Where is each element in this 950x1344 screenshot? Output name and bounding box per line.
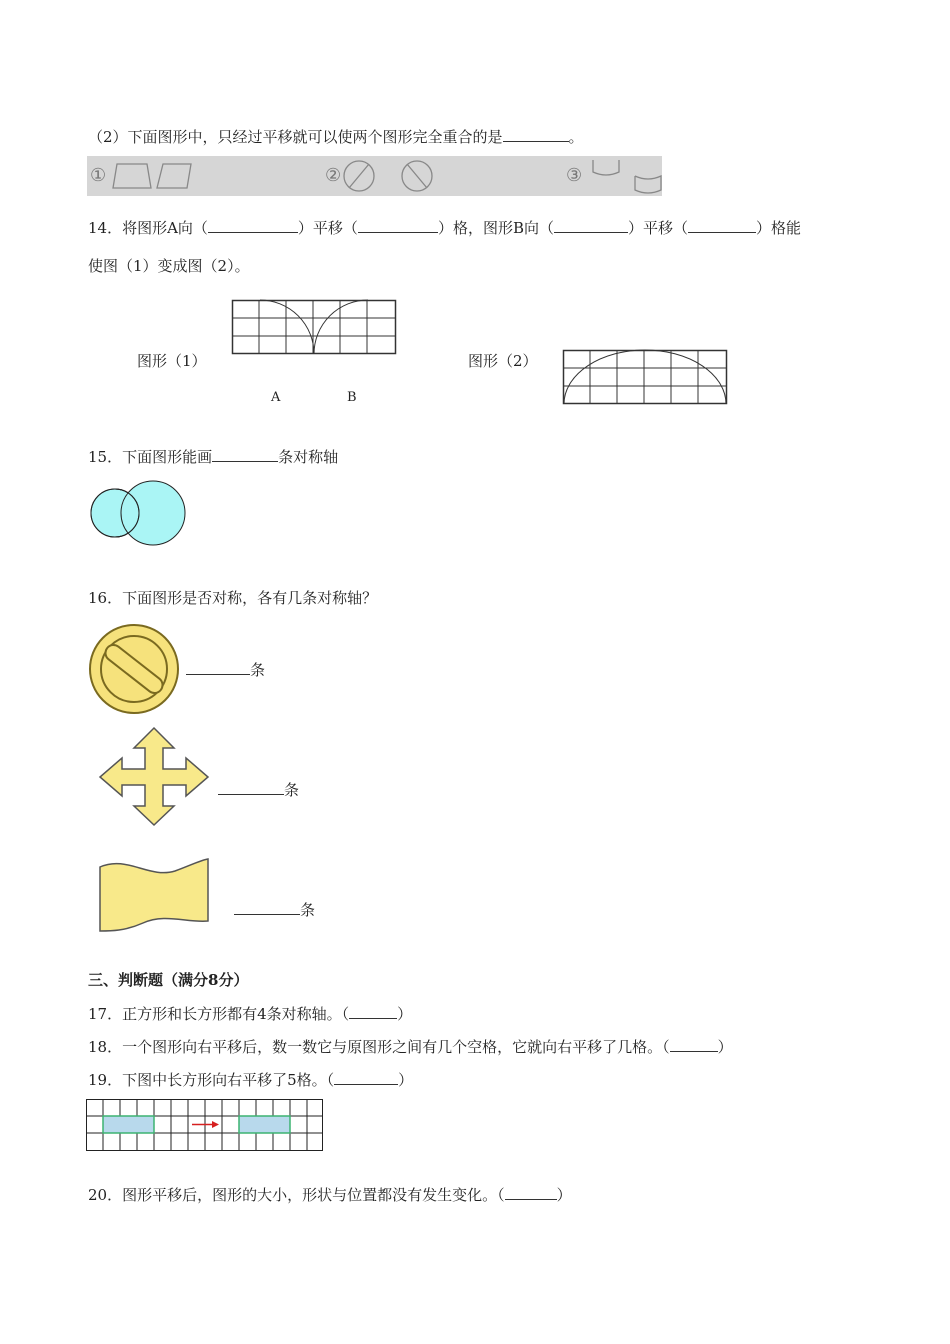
q13-shapes bbox=[87, 156, 662, 196]
cylinder-b bbox=[635, 176, 661, 193]
q13-2-question: （2）下面图形中，只经过平移就可以使两个图形完全重合的是 。 bbox=[88, 128, 584, 146]
answer-blank[interactable] bbox=[358, 218, 438, 233]
no-entry-sign-figure bbox=[88, 623, 180, 715]
answer-blank[interactable] bbox=[186, 660, 250, 675]
arc-b bbox=[314, 300, 368, 354]
answer-blank[interactable] bbox=[554, 218, 628, 233]
answer-blank[interactable] bbox=[334, 1070, 398, 1085]
q16-question: 16．下面图形是否对称，各有几条对称轴？ bbox=[88, 589, 378, 607]
answer-blank[interactable] bbox=[688, 218, 756, 233]
trapezoid-a bbox=[113, 164, 151, 188]
section-3-title: 三、判断题（满分8分） bbox=[88, 971, 249, 989]
answer-blank[interactable] bbox=[212, 447, 278, 462]
answer-blank[interactable] bbox=[670, 1037, 718, 1052]
semicircle-arc bbox=[564, 350, 726, 404]
figure-1-grid bbox=[232, 300, 397, 355]
q19-question: 19．下图中长方形向右平移了5格。（ ） bbox=[88, 1071, 414, 1089]
q16-answer-1: 条 bbox=[186, 660, 265, 680]
answer-blank[interactable] bbox=[349, 1004, 397, 1019]
q18-question: 18．一个图形向右平移后，数一数它与原图形之间有几个空格，它就向右平移了几格。（ ） bbox=[88, 1038, 733, 1056]
answer-blank[interactable] bbox=[208, 218, 298, 233]
moved-rectangle bbox=[239, 1116, 290, 1133]
fig1-label: 图形（1） bbox=[137, 352, 207, 370]
translation-grid-figure bbox=[86, 1099, 326, 1153]
trapezoid-b bbox=[157, 164, 191, 188]
arc-a bbox=[260, 300, 314, 354]
q16-answer-2: 条 bbox=[218, 780, 299, 800]
wavy-flag-figure bbox=[97, 857, 211, 933]
label-b: B bbox=[347, 390, 357, 405]
answer-blank[interactable] bbox=[218, 780, 284, 795]
option-label-1: ① bbox=[90, 165, 107, 186]
q17-question: 17．正方形和长方形都有4条对称轴。（ ） bbox=[88, 1005, 413, 1023]
q14-question-line1: 14．将图形A向（ ）平移（ ）格，图形B向（ ）平移（ ）格能 bbox=[88, 219, 801, 237]
label-a: A bbox=[271, 390, 281, 405]
q20-question: 20．图形平移后，图形的大小，形状与位置都没有发生变化。（ ） bbox=[88, 1186, 572, 1204]
q16-answer-3: 条 bbox=[234, 900, 315, 920]
q14-question-line2: 使图（1）变成图（2）。 bbox=[88, 257, 250, 275]
option-label-2: ② bbox=[325, 165, 342, 186]
original-rectangle bbox=[103, 1116, 154, 1133]
two-circles-figure bbox=[90, 480, 190, 550]
fig2-label: 图形（2） bbox=[468, 352, 538, 370]
q15-question: 15．下面图形能画 条对称轴 bbox=[88, 448, 339, 466]
cylinder-a bbox=[593, 160, 619, 175]
answer-blank[interactable] bbox=[505, 1185, 557, 1200]
option-label-3: ③ bbox=[566, 165, 583, 186]
figure-2-grid bbox=[563, 350, 729, 406]
answer-blank[interactable] bbox=[234, 900, 300, 915]
answer-blank[interactable] bbox=[503, 127, 569, 142]
four-way-arrow-figure bbox=[96, 726, 212, 828]
